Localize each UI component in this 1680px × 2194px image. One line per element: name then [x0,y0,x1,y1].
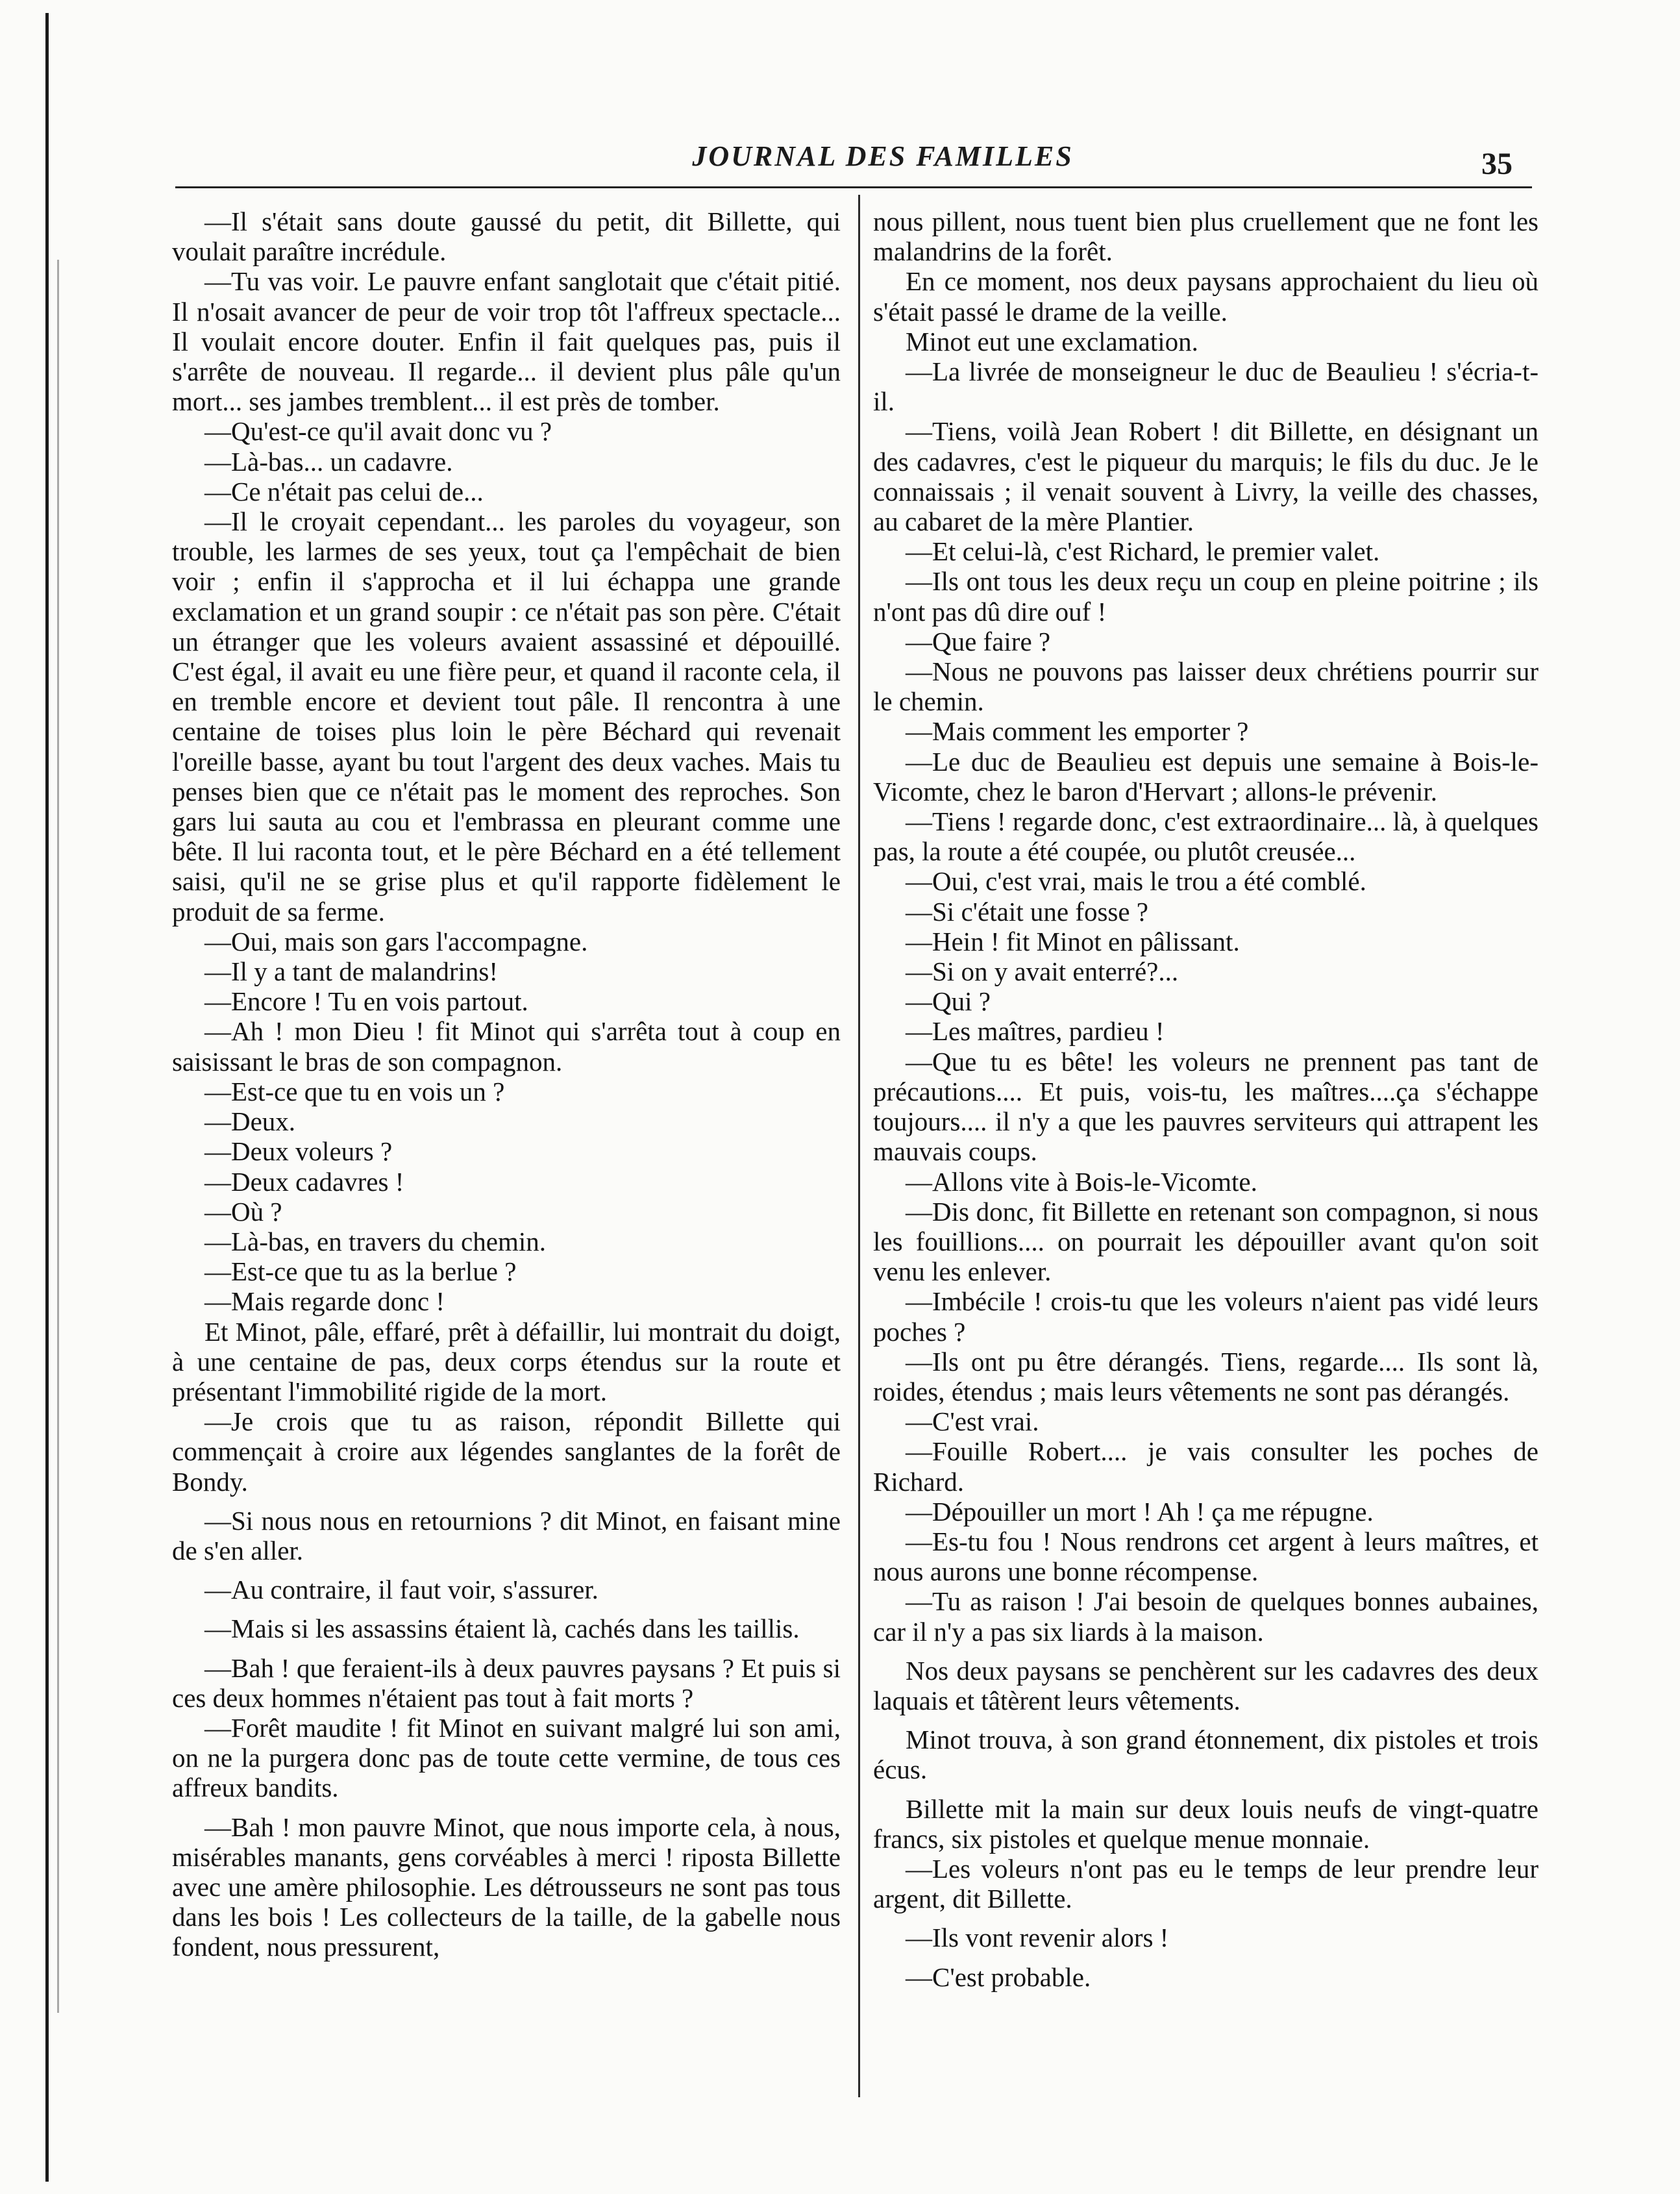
paragraph: —Tu vas voir. Le pauvre enfant sanglotait que c'était pitié. Il n'osait avancer de peur de voir trop tôt l'affreux spectacle... Il voulait encore douter. Enfin il fait quelques pas, puis il s'arrête de nouveau. Il regarde... il devient plus pâle qu'un mort... ses jambes tremblent... il est près de tomber. [172,266,841,417]
binding-shadow [57,260,59,2013]
paragraph: —Deux. [204,1106,296,1137]
paragraph: —Forêt maudite ! fit Minot en suivant malgré lui son ami, on ne la purgera donc pas de toute cette vermine, de tous ces affreux bandits. [172,1712,841,1803]
paragraph: —Tiens ! regarde donc, c'est extraordinaire... là, à quelques pas, la route a été coupée, ou plutôt creusée... [873,806,1538,867]
paragraph: —Dis donc, fit Billette en retenant son compagnon, si nous les fouillions.... on pourrait les dépouiller avant qu'on soit venu les enlever. [873,1196,1538,1287]
right-column [873,206,1538,2109]
paragraph: Minot trouva, à son grand étonnement, dix pistoles et trois écus. [873,1725,1538,1785]
paragraph: —Allons vite à Bois-le-Vicomte. [906,1166,1257,1197]
paragraph: —Oui, mais son gars l'accompagne. [204,926,588,956]
paragraph: —La livrée de monseigneur le duc de Beaulieu ! s'écria-t-il. [873,356,1538,417]
paragraph: —Deux voleurs ? [204,1136,393,1167]
paragraph: Minot eut une exclamation. [906,326,1198,356]
paragraph: —Qu'est-ce qu'il avait donc vu ? [204,416,552,447]
paragraph: Billette mit la main sur deux louis neufs de vingt-quatre francs, six pistoles et quelque menue monnaie. [873,1793,1538,1854]
paragraph: —Deux cadavres ! [204,1166,404,1197]
paragraph: —Si on y avait enterré?... [906,956,1179,987]
paragraph: —Est-ce que tu en vois un ? [204,1076,505,1106]
paragraph: —Oui, c'est vrai, mais le trou a été comblé. [906,866,1366,897]
paragraph: —Est-ce que tu as la berlue ? [204,1256,517,1287]
paragraph: —Ils vont revenir alors ! [906,1923,1169,1953]
paragraph: —Mais regarde donc ! [204,1286,445,1317]
paragraph: —Il s'était sans doute gaussé du petit, dit Billette, qui voulait paraître incrédule. [172,206,841,267]
paragraph: —Imbécile ! crois-tu que les voleurs n'aient pas vidé leurs poches ? [873,1286,1538,1347]
column-divider [858,195,860,2097]
paragraph: —Bah ! mon pauvre Minot, que nous importe cela, à nous, misérables manants, gens corvéables à merci ! riposta Billette avec une amère philosophie. Les détrousseurs ne sont pas tous dans les bois ! Les collecteurs de la taille, de la gabelle nous fondent, nous pressurent, [172,1812,841,1962]
paragraph: —Mais comment les emporter ? [906,716,1249,747]
paragraph: —Bah ! que feraient-ils à deux pauvres paysans ? Et puis si ces deux hommes n'étaient pas tout à fait morts ? [172,1652,841,1713]
paragraph: —Là-bas... un cadavre. [204,446,453,477]
paragraph: —Fouille Robert.... je vais consulter les poches de Richard. [873,1436,1538,1497]
left-column [172,206,841,2109]
paragraph: —Si nous nous en retournions ? dit Minot, en faisant mine de s'en aller. [172,1505,841,1565]
page-number: 35 [1481,147,1513,181]
paragraph: —Les maîtres, pardieu ! [906,1016,1165,1047]
paragraph: —Encore ! Tu en vois partout. [204,986,528,1017]
paragraph: nous pillent, nous tuent bien plus cruellement que ne font les malandrins de la forêt. [873,206,1538,267]
paragraph: —Le duc de Beaulieu est depuis une semaine à Bois-le-Vicomte, chez le baron d'Hervart ; allons-le prévenir. [873,746,1538,806]
paragraph: —Que faire ? [906,626,1051,656]
paragraph: —C'est vrai. [906,1406,1039,1437]
paragraph: —Il y a tant de malandrins! [204,956,499,987]
paragraph: —Au contraire, il faut voir, s'assurer. [204,1575,599,1605]
paragraph: —Dépouiller un mort ! Ah ! ça me répugne. [906,1496,1374,1527]
paragraph: —Ils ont pu être dérangés. Tiens, regarde.... Ils sont là, roides, étendus ; mais leurs vêtements ne sont pas dérangés. [873,1346,1538,1406]
paragraph: —Ah ! mon Dieu ! fit Minot qui s'arrêta tout à coup en saisissant le bras de son compagnon. [172,1016,841,1077]
paragraph: —Tu as raison ! J'ai besoin de quelques bonnes aubaines, car il n'y a pas six liards à la maison. [873,1586,1538,1647]
paragraph: —Ils ont tous les deux reçu un coup en pleine poitrine ; ils n'ont pas dû dire ouf ! [873,566,1538,627]
paragraph: —Nous ne pouvons pas laisser deux chrétiens pourrir sur le chemin. [873,656,1538,717]
paragraph: —Il le croyait cependant... les paroles du voyageur, son trouble, les larmes de ses yeux, tout ça l'empêchait de bien voir ; enfin il s'approcha et il lui échappa une grande exclamation et un grand soupir : ce n'était pas son père. C'était un étranger que les voleurs avaient assassiné et dépouillé. C'est égal, il avait eu une fière peur, et quand il raconte cela, il en tremble encore et devient tout pâle. Il rencontra à une centaine de toises plus loin le père Béchard qui revenait l'oreille basse, ayant bu tout l'argent des deux vaches. Mais tu penses bien que ce n'était pas le moment des reproches. Son gars lui sauta au cou et l'embrassa en pleurant comme une bête. Il lui raconta tout, et le père Béchard en a été tellement saisi, qu'il ne se grise plus et qu'il rapporte fidèlement le produit de sa ferme. [172,506,841,927]
running-header: JOURNAL DES FAMILLES [692,140,1074,172]
paragraph: —Les voleurs n'ont pas eu le temps de leur prendre leur argent, dit Billette. [873,1853,1538,1914]
header-rule [175,186,1532,188]
paragraph: —Ce n'était pas celui de... [204,476,484,506]
paragraph: —Et celui-là, c'est Richard, le premier valet. [906,536,1380,567]
paragraph: Nos deux paysans se penchèrent sur les cadavres des deux laquais et tâtèrent leurs vêtements. [873,1655,1538,1715]
paragraph: —Si c'était une fosse ? [906,896,1149,927]
paragraph: —C'est probable. [906,1962,1091,1992]
binding-edge [45,13,49,2182]
paragraph: —Je crois que tu as raison, répondit Billette qui commençait à croire aux légendes sanglantes de la forêt de Bondy. [172,1406,841,1497]
paragraph: —Que tu es bête! les voleurs ne prennent pas tant de précautions.... Et puis, vois-tu, les maîtres....ça s'échappe toujours.... il n'y a que les pauvres serviteurs qui attrapent les mauvais coups. [873,1046,1538,1167]
paragraph: En ce moment, nos deux paysans approchaient du lieu où s'était passé le drame de la veille. [873,266,1538,327]
paragraph: —Là-bas, en travers du chemin. [204,1226,546,1256]
paragraph: —Es-tu fou ! Nous rendrons cet argent à leurs maîtres, et nous aurons une bonne récompense. [873,1526,1538,1587]
paragraph: —Tiens, voilà Jean Robert ! dit Billette, en désignant un des cadavres, c'est le piqueur du marquis; le fils du duc. Je le connaissais ; il venait souvent à Livry, la veille des chasses, au cabaret de la mère Plantier. [873,416,1538,537]
paragraph: —Hein ! fit Minot en pâlissant. [906,926,1240,956]
paragraph: Et Minot, pâle, effaré, prêt à défaillir, lui montrait du doigt, à une centaine de pas, deux corps étendus sur la route et présentant l'immobilité rigide de la mort. [172,1316,841,1406]
paragraph: —Où ? [204,1196,282,1227]
paragraph: —Mais si les assassins étaient là, cachés dans les taillis. [204,1614,800,1644]
paragraph: —Qui ? [906,986,991,1017]
